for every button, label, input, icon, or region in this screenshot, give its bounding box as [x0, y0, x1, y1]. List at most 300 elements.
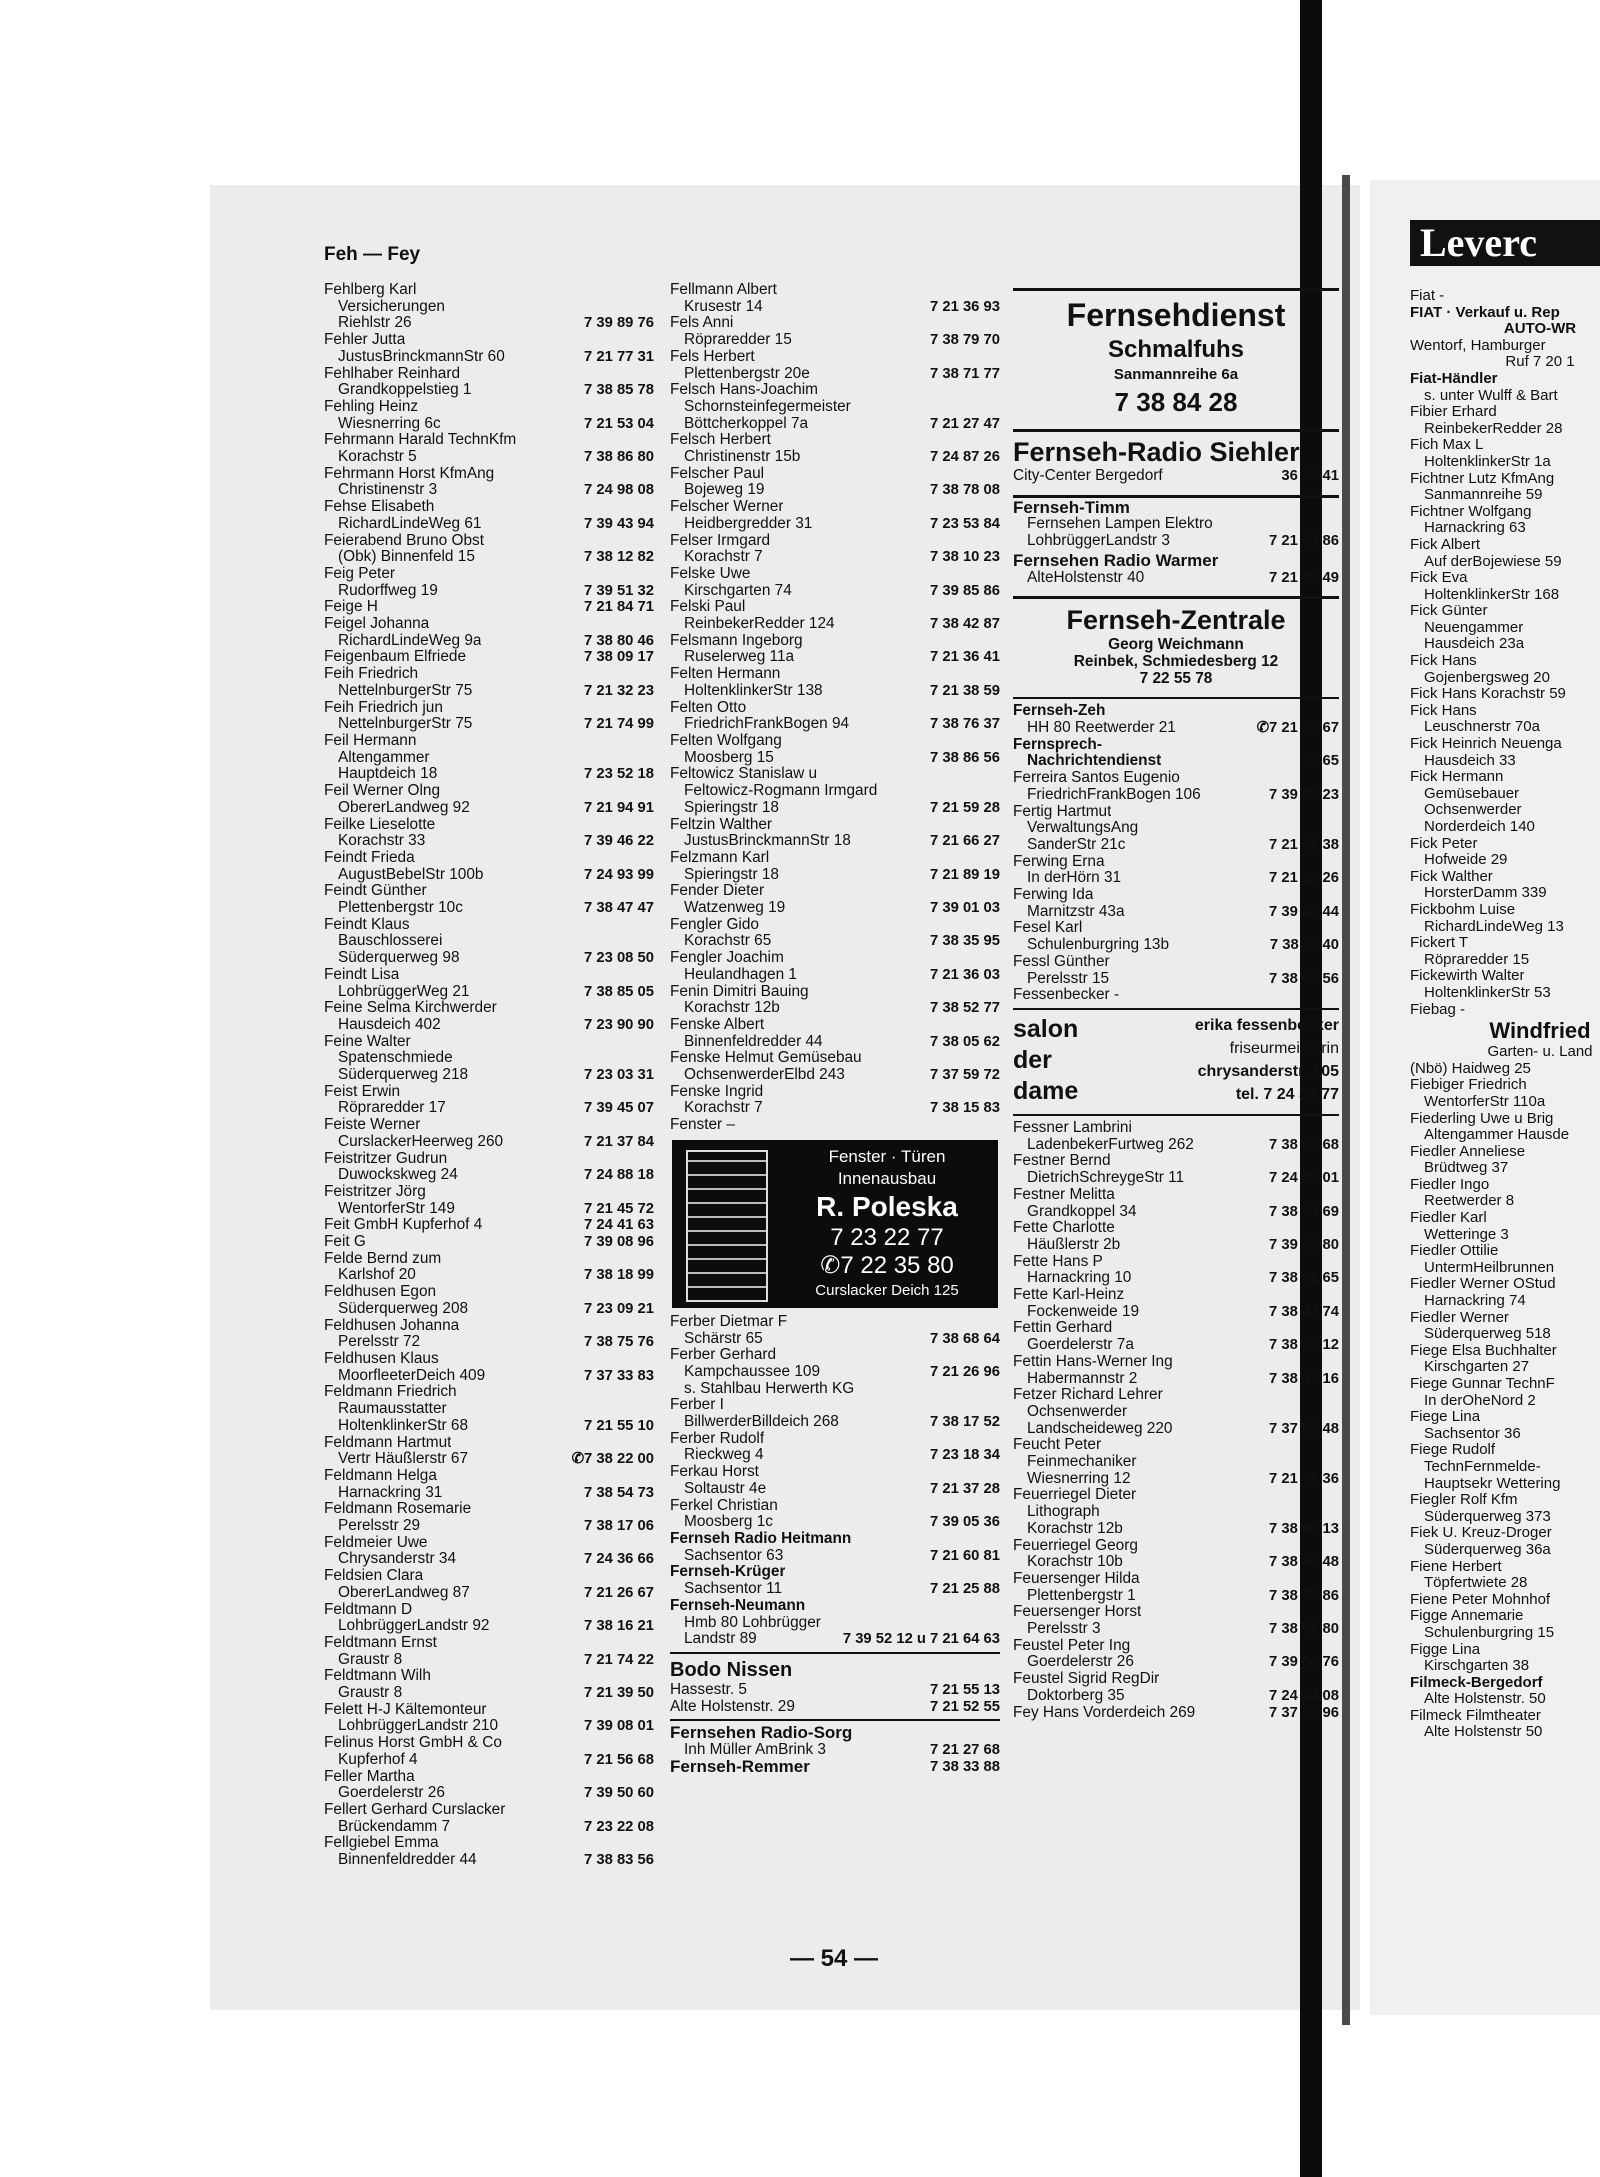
listing-text: Fehling Heinz [324, 398, 419, 415]
listing-text: Marnitzstr 43a [1027, 903, 1125, 920]
listing-text: Vertr Häußlerstr 67 [338, 1451, 469, 1468]
listing-row [324, 516, 654, 533]
listing-row [670, 1364, 1000, 1381]
listing-text: Raumausstatter [338, 1401, 447, 1418]
listing-text: Moosberg 1c [684, 1514, 773, 1531]
listing-phone: 7 39 01 03 [930, 900, 1000, 917]
column-3 [1013, 282, 1339, 1721]
listing-phone: 7 38 17 06 [584, 1518, 654, 1535]
listing-row [1013, 1153, 1339, 1170]
listing-text: Fichtner Lutz KfmAng [1410, 470, 1555, 487]
listing-phone: 7 21 27 47 [930, 415, 1000, 432]
listing-text: Goerdelerstr 26 [338, 1785, 445, 1802]
listing-text: Felzmann Karl [670, 849, 770, 866]
listing-text: Ferber I [670, 1397, 724, 1414]
listing-text: In derHörn 31 [1027, 870, 1122, 887]
listing-text: Feuerriegel Georg [1013, 1537, 1138, 1554]
listing-phone: 7 21 36 03 [930, 966, 1000, 983]
listing-row [670, 1117, 1000, 1134]
listing-row [324, 1468, 654, 1485]
listing-phone: 7 38 75 76 [584, 1334, 654, 1351]
divider [1013, 1008, 1339, 1010]
listing-text: Figge Lina [1410, 1641, 1481, 1658]
listing-text: Korachstr 5 [338, 449, 417, 466]
listing-phone: 7 39 00 23 [1269, 786, 1339, 803]
remmer-line [670, 1759, 1000, 1776]
listing-row [670, 817, 1000, 834]
listing-text: Wentorf, Hamburger [1410, 337, 1546, 354]
listing-text: Schärstr 65 [684, 1330, 763, 1347]
listing-row [324, 1134, 654, 1151]
listing-row [670, 1464, 1000, 1481]
listing-row [1013, 1371, 1339, 1388]
listing-text: Fettin Hans-Werner Ing [1013, 1353, 1173, 1370]
listing-phone: 7 39 89 76 [584, 315, 654, 332]
listing-text: UntermHeilbrunnen [1424, 1259, 1555, 1276]
listing-text: HoltenklinkerStr 168 [1424, 586, 1560, 603]
listing-text: Harnackring 10 [1027, 1270, 1132, 1287]
listing-phone: 7 21 37 28 [930, 1480, 1000, 1497]
listing-row [670, 1564, 1000, 1581]
listing-phone: 7 39 45 80 [1269, 1236, 1339, 1253]
listing-text: Felske Uwe [670, 565, 751, 582]
listing-text: Feine Selma Kirchwerder [324, 1000, 497, 1017]
listing-text: Fickert T [1410, 935, 1469, 952]
listing-phone: 7 21 25 26 [1269, 870, 1339, 887]
listing-text: Kupferhof 4 [338, 1751, 418, 1768]
listing-text: Korachstr 65 [684, 933, 772, 950]
listing-phone: 7 21 66 27 [930, 833, 1000, 850]
listing-text: Süderquerweg 208 [338, 1300, 469, 1317]
listing-row [670, 616, 1000, 633]
listing-text: HoltenklinkerStr 68 [338, 1417, 469, 1434]
listing-text: Feistritzer Gudrun [324, 1150, 448, 1167]
listing-row [1410, 968, 1600, 985]
listing-row [324, 1451, 654, 1468]
listing-row [670, 499, 1000, 516]
listing-text: Feindt Frieda [324, 849, 415, 866]
listing-row [1410, 753, 1600, 770]
listing-row [670, 733, 1000, 750]
listing-phone: 7 38 17 52 [930, 1414, 1000, 1431]
listing-row [1410, 1276, 1600, 1293]
listing-text: Filmeck-Bergedorf [1410, 1674, 1543, 1691]
listing-text: Korachstr 10b [1027, 1554, 1123, 1571]
listing-text: Fey Hans Vorderdeich 269 [1013, 1704, 1196, 1721]
listing-row [324, 1084, 654, 1101]
listing-row [670, 683, 1000, 700]
listing-text: Fehlberg Karl [324, 282, 417, 298]
listing-phone: 7 21 53 04 [584, 415, 654, 432]
listing-phone: 7 38 71 77 [930, 365, 1000, 382]
listing-text: Hausdeich 33 [1424, 752, 1516, 769]
listing-phone: 7 21 45 72 [584, 1200, 654, 1217]
listing-row [670, 1397, 1000, 1414]
listing-text: Wetteringe 3 [1424, 1226, 1509, 1243]
listing-phone: 7 39 52 12 u 7 21 64 63 [842, 1631, 1000, 1648]
warmer-name: Fernsehen Radio Warmer [1013, 550, 1219, 570]
listing-phone: 7 39 08 96 [584, 1234, 654, 1251]
listing-text: WentorferStr 110a [1424, 1093, 1546, 1110]
listing-row [670, 666, 1000, 683]
listing-text: Gojenbergsweg 20 [1424, 669, 1550, 686]
listing-text: Ferwing Ida [1013, 887, 1094, 904]
listing-row [324, 900, 654, 917]
dealer-logo: Leverc [1410, 220, 1600, 266]
sorg-line [670, 1742, 1000, 1759]
listing-text: Filmeck Filmtheater [1410, 1707, 1541, 1724]
listing-phone: 7 21 94 91 [584, 799, 654, 816]
listing-row [1410, 421, 1600, 438]
listing-phone: 7 38 85 05 [584, 983, 654, 1000]
listing-row [1410, 587, 1600, 604]
listing-text: Feig Peter [324, 565, 396, 582]
listing-row [324, 1267, 654, 1284]
listing-row [324, 382, 654, 399]
salon-owner: erika fessenbecker [1194, 1016, 1339, 1034]
listing-row [324, 1685, 654, 1702]
listing-text: Binnenfeldredder 44 [338, 1852, 477, 1869]
remmer-phone: 7 38 33 88 [930, 1758, 1000, 1775]
listing-row [324, 1652, 654, 1669]
poleska-line-2: Innenausbau [837, 1168, 937, 1188]
nissen-address-1-text: Hassestr. 5 [670, 1681, 747, 1698]
listing-text: (Obk) Binnenfeld 15 [338, 549, 475, 566]
poleska-address: Curslacker Deich 125 [815, 1281, 959, 1299]
listing-text: Feldmann Friedrich [324, 1384, 457, 1401]
listing-text: Fick Walther [1410, 868, 1493, 885]
listing-row [1013, 1454, 1339, 1471]
listing-text: Röpraredder 17 [338, 1100, 446, 1117]
listing-text: Fels Herbert [670, 348, 755, 365]
listing-text: FriedrichFrankBogen 94 [684, 716, 850, 733]
listing-text: Fette Karl-Heinz [1013, 1287, 1125, 1304]
listing-text: Graustr 8 [338, 1651, 403, 1668]
listing-row [1410, 288, 1600, 305]
listing-phone: 7 38 80 46 [584, 632, 654, 649]
listing-text: Feit G [324, 1234, 366, 1251]
listing-phone: ✆7 21 20 67 [1256, 720, 1339, 737]
listing-text: Nachrichtendienst [1027, 753, 1162, 770]
listing-row [670, 750, 1000, 767]
listing-text: Fengler Gido [670, 916, 759, 933]
listing-text: Feindt Lisa [324, 966, 400, 983]
listing-phone: 7 39 45 07 [584, 1100, 654, 1117]
listing-row [670, 1447, 1000, 1464]
listing-row [1410, 1492, 1600, 1509]
listing-text: Sachsentor 36 [1424, 1425, 1521, 1442]
listing-text: Fernseh-Neumann [670, 1597, 806, 1614]
listing-row [324, 716, 654, 733]
listing-row [1013, 737, 1339, 754]
listing-text: Süderquerweg 373 [1424, 1508, 1551, 1525]
listing-text: NettelnburgerStr 75 [338, 716, 473, 733]
listing-text: Riehlstr 26 [338, 315, 412, 332]
listing-text: Fiederling Uwe u Brig [1410, 1110, 1554, 1127]
listing-text: Feltowicz Stanislaw u [670, 766, 818, 783]
listing-row [324, 833, 654, 850]
listing-text: Felsmann Ingeborg [670, 632, 803, 649]
listing-text: Felten Hermann [670, 666, 781, 683]
remmer-name: Fernseh-Remmer [670, 1758, 810, 1776]
listing-phone: 7 21 77 31 [584, 348, 654, 365]
listing-row [324, 1034, 654, 1051]
listing-text: ObererLandweg 87 [338, 1584, 470, 1601]
listing-phone: 11 65 [1302, 753, 1339, 770]
listing-text: Bauschlosserei [338, 933, 443, 950]
listing-text: Perelsstr 29 [338, 1518, 421, 1535]
listing-text: Fette Charlotte [1013, 1220, 1115, 1237]
listing-text: Feltzin Walther [670, 816, 773, 833]
listing-row [670, 315, 1000, 332]
listing-row [670, 984, 1000, 1001]
listing-text: Fichtner Wolfgang [1410, 503, 1532, 520]
listing-row [670, 633, 1000, 650]
listing-text: Graustr 8 [338, 1685, 403, 1702]
listing-text: Chrysanderstr 34 [338, 1551, 457, 1568]
listing-row [324, 416, 654, 433]
listing-phone: 7 38 15 83 [930, 1100, 1000, 1117]
listing-text: Röpraredder 15 [1424, 951, 1530, 968]
listing-text: (Nbö) Haidweg 25 [1410, 1060, 1531, 1077]
listing-row [670, 599, 1000, 616]
next-page-column [1410, 288, 1600, 1741]
listing-text: HH 80 Reetwerder 21 [1027, 720, 1176, 737]
listing-row [1410, 1193, 1600, 1210]
listing-phone: 7 38 51 65 [1269, 1270, 1339, 1287]
timm-name: Fernseh-Timm [1013, 497, 1130, 517]
listing-text: Ochsenwerder [1424, 802, 1522, 819]
listing-text: Wiesnerring 12 [1027, 1470, 1131, 1487]
listing-text: Feine Walter [324, 1033, 411, 1050]
listing-row [324, 1167, 654, 1184]
page-number: — 54 — [790, 1945, 879, 1972]
listing-row [1013, 804, 1339, 821]
listing-row [324, 332, 654, 349]
listing-row [324, 1418, 654, 1435]
listing-text: Feigenbaum Elfriede [324, 649, 467, 666]
timm-address: LohbrüggerLandstr 3 [1027, 533, 1170, 550]
listing-row [324, 1501, 654, 1518]
listing-text: Feierabend Bruno Obst [324, 532, 484, 549]
listing-text: Süderquerweg 36a [1424, 1541, 1551, 1558]
listing-phone: 7 38 42 74 [1269, 1303, 1339, 1320]
listing-row [324, 1585, 654, 1602]
listing-row [1410, 1476, 1600, 1493]
listing-row [1410, 1160, 1600, 1177]
listing-row [1410, 338, 1600, 355]
listing-text: Hmb 80 Lohbrügger [684, 1614, 821, 1631]
listing-text: LohbrüggerLandstr 92 [338, 1618, 490, 1635]
listing-text: FIAT · Verkauf u. Rep [1410, 304, 1560, 321]
listing-row [324, 299, 654, 316]
listing-text: Grandkoppelstieg 1 [338, 382, 472, 399]
listing-text: Felski Paul [670, 599, 746, 616]
listing-text: Ochsenwerder [1027, 1403, 1128, 1420]
listing-row [324, 1635, 654, 1652]
listing-row [1410, 636, 1600, 653]
listing-row [1013, 887, 1339, 904]
listing-row [324, 967, 654, 984]
listing-row [324, 733, 654, 750]
listing-text: Harnackring 63 [1424, 520, 1526, 537]
listing-text: Fehler Jutta [324, 332, 406, 349]
listing-text: Karlshof 20 [338, 1267, 416, 1284]
listing-row [1410, 1724, 1600, 1741]
listing-row [324, 1368, 654, 1385]
listing-row [324, 1852, 654, 1869]
listing-row [670, 900, 1000, 917]
salon-advert [1013, 1014, 1339, 1110]
listing-text: Fenske Albert [670, 1016, 765, 1033]
listing-phone: 7 23 18 34 [930, 1447, 1000, 1464]
listing-row [670, 1514, 1000, 1531]
listing-row [1410, 487, 1600, 504]
listing-row [324, 950, 654, 967]
listing-text: Goerdelerstr 7a [1027, 1337, 1134, 1354]
listing-text: Fetzer Richard Lehrer [1013, 1387, 1163, 1404]
listing-text: Feinmechaniker [1027, 1454, 1137, 1471]
listing-text: Böttcherkoppel 7a [684, 415, 809, 432]
listing-row [1410, 786, 1600, 803]
listing-text: RichardLindeWeg 9a [338, 632, 482, 649]
salon-address: chrysanderstr. 105 [1197, 1062, 1339, 1080]
listing-row [670, 332, 1000, 349]
listing-phone: 7 38 54 73 [584, 1484, 654, 1501]
listing-row [1410, 1310, 1600, 1327]
timm-line-1: Fernsehen Lampen Elektro [1027, 515, 1213, 533]
poleska-line-1: Fenster · Türen [828, 1146, 946, 1166]
listing-row [324, 633, 654, 650]
listing-text: Feigel Johanna [324, 616, 430, 633]
nissen-address-1 [670, 1682, 1000, 1699]
listing-text: Christinenstr 3 [338, 482, 438, 499]
column-1 [324, 282, 654, 1869]
listing-text: Ferber Dietmar F [670, 1313, 788, 1330]
listing-text: Hauptdeich 18 [338, 766, 438, 783]
listing-text: Feindt Klaus [324, 916, 410, 933]
listing-text: CurslackerHeerweg 260 [338, 1133, 504, 1150]
timm-advert [1013, 495, 1339, 591]
listing-row [1410, 1559, 1600, 1576]
listing-row [670, 800, 1000, 817]
listing-text: WentorferStr 149 [338, 1200, 455, 1217]
listing-phone: 7 21 55 10 [584, 1417, 654, 1434]
listing-row [324, 933, 654, 950]
listing-row [324, 1184, 654, 1201]
listing-row [1013, 1638, 1339, 1655]
listing-text: Hauptsekr Wettering [1424, 1475, 1561, 1492]
listing-row [324, 499, 654, 516]
listing-phone: 7 39 05 36 [930, 1514, 1000, 1531]
nissen-phone-1: 7 21 55 13 [930, 1681, 1000, 1698]
listing-phone: 7 38 78 08 [930, 482, 1000, 499]
listing-phone: 7 37 59 72 [930, 1067, 1000, 1084]
listing-phone: 7 24 98 08 [584, 482, 654, 499]
listing-text: Fibier Erhard [1410, 404, 1497, 421]
listing-row [1410, 570, 1600, 587]
listing-text: Fiene Herbert [1410, 1558, 1502, 1575]
listing-row [1410, 1127, 1600, 1144]
warmer-address: AlteHolstenstr 40 [1027, 569, 1145, 586]
listing-row [324, 1551, 654, 1568]
listing-row [1013, 1521, 1339, 1538]
listing-row [324, 1485, 654, 1502]
listing-text: Korachstr 12b [1027, 1520, 1123, 1537]
listing-phone: 7 38 96 80 [1269, 1621, 1339, 1638]
listing-text: Felten Wolfgang [670, 732, 782, 749]
listing-row [670, 1548, 1000, 1565]
listing-row [1410, 670, 1600, 687]
listing-row [324, 700, 654, 717]
listing-row [324, 466, 654, 483]
listing-phone: 7 21 60 81 [930, 1547, 1000, 1564]
listing-row [670, 700, 1000, 717]
listing-text: Feustel Peter Ing [1013, 1637, 1131, 1654]
schmalfuhs-title: Fernsehdienst [1066, 297, 1286, 333]
listing-text: OchsenwerderElbd 243 [684, 1067, 845, 1084]
schmalfuhs-phone: 7 38 84 28 [1114, 387, 1238, 417]
listing-text: HoltenklinkerStr 138 [684, 682, 823, 699]
listing-row [1410, 388, 1600, 405]
listing-row [1410, 1326, 1600, 1343]
listing-row [1013, 720, 1339, 737]
listing-row [670, 1314, 1000, 1331]
listing-phone: 7 24 36 66 [584, 1551, 654, 1568]
salon-word-2: der [1013, 1045, 1052, 1074]
listing-text: Reetwerder 8 [1424, 1193, 1515, 1210]
listing-text: Fiedler Karl [1410, 1210, 1487, 1227]
listing-phone: 7 21 76 36 [1269, 1470, 1339, 1487]
listing-row [670, 516, 1000, 533]
listing-text: Fiege Gunnar TechnF [1410, 1376, 1555, 1392]
listing-row [1410, 537, 1600, 554]
listing-row [1013, 920, 1339, 937]
listing-row [1410, 1293, 1600, 1310]
listing-text: Leuschnerstr 70a [1424, 719, 1540, 736]
listing-row [670, 399, 1000, 416]
listing-row [324, 366, 654, 383]
listing-row [324, 1201, 654, 1218]
listing-phone: 7 38 12 82 [584, 549, 654, 566]
listing-text: Feuersenger Horst [1013, 1604, 1142, 1621]
listing-row [324, 533, 654, 550]
listing-text: Feldhusen Egon [324, 1284, 437, 1301]
listing-row [1410, 1002, 1600, 1019]
listing-text: Fenske Helmut Gemüsebau [670, 1050, 862, 1067]
listing-text: Fiege Elsa Buchhalter [1410, 1342, 1557, 1359]
listing-row [324, 1535, 654, 1552]
listing-row [1013, 1170, 1339, 1187]
listing-row [324, 1117, 654, 1134]
column-2-listings-a [670, 282, 1000, 1134]
listing-row [1410, 802, 1600, 819]
listing-phone: 7 24 87 26 [930, 449, 1000, 466]
listing-text: Feldhusen Klaus [324, 1351, 439, 1367]
listing-text: Fiedler Ottilie [1410, 1243, 1499, 1260]
listing-row [1013, 1538, 1339, 1555]
listing-row [1410, 504, 1600, 521]
listing-text: Watzenweg 19 [684, 900, 786, 917]
listing-text: Fengler Joachim [670, 950, 784, 967]
column-3-listings-b [1013, 1120, 1339, 1721]
listing-row [324, 817, 654, 834]
listing-text: Schulenburgring 13b [1027, 937, 1170, 954]
listing-text: Fiat - [1410, 288, 1445, 304]
listing-row [1013, 1654, 1339, 1671]
listing-row [1013, 1571, 1339, 1588]
listing-text: LadenbekerFurtweg 262 [1027, 1136, 1194, 1153]
